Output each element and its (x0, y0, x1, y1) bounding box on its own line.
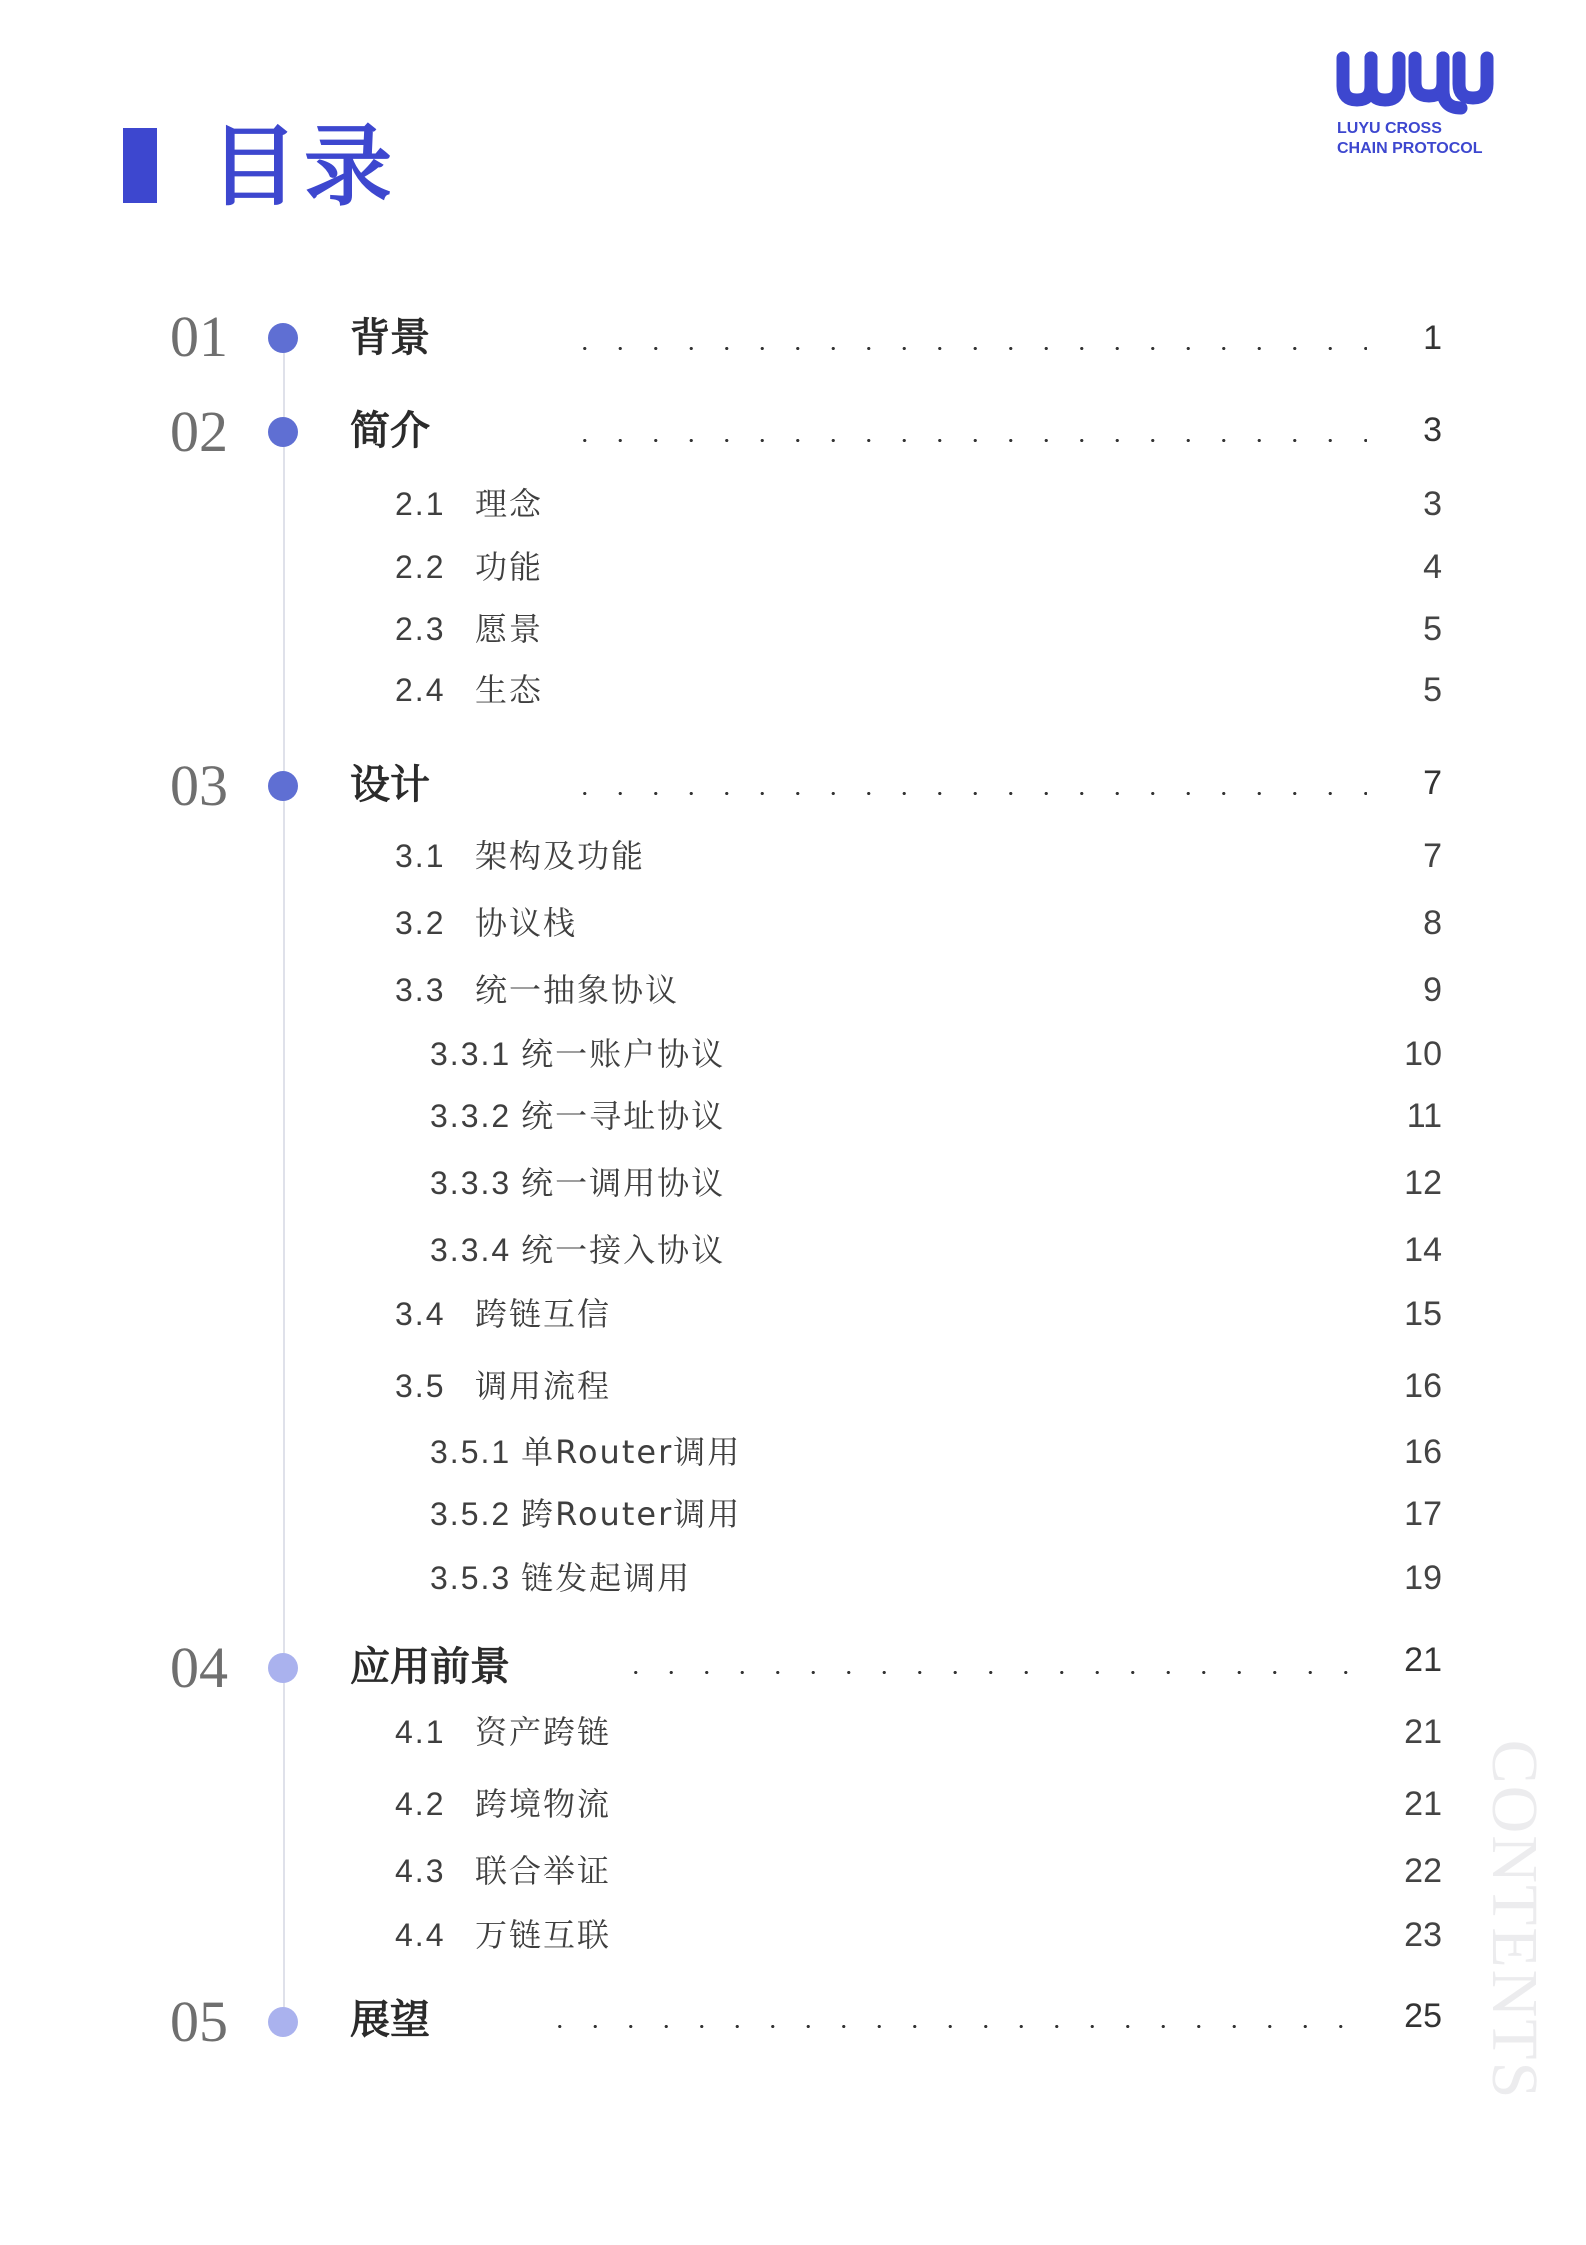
chapter-dot (268, 771, 298, 801)
dot-leader (567, 790, 1367, 796)
section-entry[interactable]: 2.3 愿景 (395, 610, 544, 648)
chapter-number: 05 (170, 1989, 228, 2054)
chapter-title[interactable]: 背景 (350, 315, 430, 361)
section-page: 21 (1404, 1785, 1442, 1823)
section-page: 7 (1423, 837, 1442, 875)
section-page: 8 (1423, 904, 1442, 942)
subsection-page: 14 (1404, 1231, 1442, 1269)
section-entry[interactable]: 2.1 理念 (395, 485, 544, 523)
section-page: 22 (1404, 1852, 1442, 1890)
subsection-entry[interactable]: 3.3.3 统一调用协议 (430, 1164, 726, 1202)
chapter-title[interactable]: 简介 (350, 408, 430, 454)
section-entry[interactable]: 3.4 跨链互信 (395, 1295, 612, 1333)
subsection-entry[interactable]: 3.5.2 跨Router调用 (430, 1495, 742, 1533)
subsection-entry[interactable]: 3.5.3 链发起调用 (430, 1559, 692, 1597)
chapter-dot (268, 1653, 298, 1683)
section-page: 3 (1423, 485, 1442, 523)
subsection-page: 11 (1406, 1097, 1442, 1135)
section-page: 4 (1423, 548, 1442, 586)
subsection-entry[interactable]: 3.3.4 统一接入协议 (430, 1231, 726, 1269)
section-page: 5 (1423, 610, 1442, 648)
subsection-page: 12 (1404, 1164, 1442, 1202)
chapter-number: 01 (170, 304, 228, 369)
title-accent-bar (123, 128, 157, 203)
logo-text-line1: LUYU CROSS (1337, 120, 1442, 137)
chapter-dot (268, 323, 298, 353)
section-entry[interactable]: 4.3 联合举证 (395, 1852, 612, 1890)
section-page: 16 (1404, 1367, 1442, 1405)
chapter-dot (268, 417, 298, 447)
section-entry[interactable]: 4.2 跨境物流 (395, 1785, 612, 1823)
section-page: 5 (1423, 671, 1442, 709)
chapter-title[interactable]: 应用前景 (350, 1644, 510, 1690)
dot-leader (542, 2023, 1348, 2029)
subsection-page: 17 (1404, 1495, 1442, 1533)
section-entry[interactable]: 4.1 资产跨链 (395, 1713, 612, 1751)
chapter-number: 04 (170, 1635, 228, 1700)
section-entry[interactable]: 4.4 万链互联 (395, 1916, 612, 1954)
section-page: 9 (1423, 971, 1442, 1009)
page-title: 目录 (210, 115, 399, 218)
chapter-page: 21 (1404, 1641, 1442, 1679)
dot-leader (567, 345, 1367, 351)
dot-leader (567, 437, 1367, 443)
chapter-number: 03 (170, 753, 228, 818)
subsection-entry[interactable]: 3.3.1 统一账户协议 (430, 1035, 726, 1073)
chapter-title[interactable]: 展望 (350, 1997, 430, 2043)
dot-leader (618, 1669, 1348, 1675)
subsection-entry[interactable]: 3.3.2 统一寻址协议 (430, 1097, 726, 1135)
section-page: 23 (1404, 1916, 1442, 1954)
subsection-entry[interactable]: 3.5.1 单Router调用 (430, 1433, 742, 1471)
section-page: 15 (1404, 1295, 1442, 1333)
subsection-page: 10 (1404, 1035, 1442, 1073)
chapter-page: 25 (1404, 1997, 1442, 2035)
section-entry[interactable]: 3.2 协议栈 (395, 904, 578, 942)
chapter-dot (268, 2007, 298, 2037)
section-entry[interactable]: 2.4 生态 (395, 671, 544, 709)
logo-text-line2: CHAIN PROTOCOL (1337, 140, 1483, 157)
chapter-number: 02 (170, 399, 228, 464)
chapter-page: 7 (1423, 764, 1442, 802)
contents-watermark: CONTENTS (1478, 1739, 1551, 2101)
section-entry[interactable]: 3.3 统一抽象协议 (395, 971, 680, 1009)
chapter-title[interactable]: 设计 (350, 762, 430, 808)
section-page: 21 (1404, 1713, 1442, 1751)
section-entry[interactable]: 3.1 架构及功能 (395, 837, 646, 875)
timeline-line (283, 338, 285, 2010)
subsection-page: 16 (1404, 1433, 1442, 1471)
subsection-page: 19 (1404, 1559, 1442, 1597)
chapter-page: 1 (1423, 319, 1442, 357)
section-entry[interactable]: 2.2 功能 (395, 548, 544, 586)
section-entry[interactable]: 3.5 调用流程 (395, 1367, 612, 1405)
chapter-page: 3 (1423, 411, 1442, 449)
